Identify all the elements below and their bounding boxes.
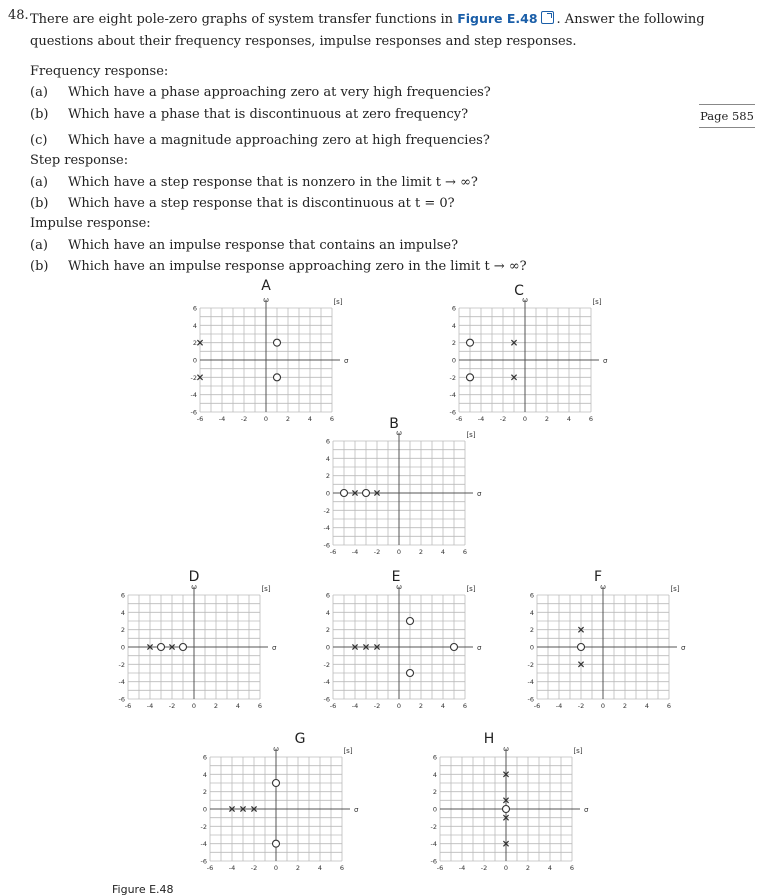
unit-label: [s] xyxy=(261,585,271,593)
x-tick-label: 4 xyxy=(307,415,313,423)
item-text: Which have an impulse response that contains an impulse? xyxy=(68,238,459,253)
x-tick-label: 6 xyxy=(666,702,672,710)
y-tick-label: 6 xyxy=(120,591,125,600)
y-tick-label: 4 xyxy=(202,770,207,779)
y-tick-label: -6 xyxy=(190,408,197,417)
zero-marker xyxy=(407,618,414,625)
zero-marker xyxy=(363,490,370,497)
plot-title-f: F xyxy=(593,569,603,585)
x-tick-label: 2 xyxy=(544,415,550,423)
y-tick-label: -4 xyxy=(118,678,125,687)
y-tick-label: 2 xyxy=(202,788,207,797)
section-heading: Step response: xyxy=(30,153,129,168)
y-tick-label: 4 xyxy=(325,454,330,463)
x-tick-label: 2 xyxy=(418,548,424,556)
y-tick-label: 2 xyxy=(529,626,534,635)
sigma-label: σ xyxy=(477,644,482,652)
x-tick-label: -2 xyxy=(577,702,585,710)
plot-title-h: H xyxy=(483,731,495,747)
y-tick-label: 4 xyxy=(120,608,125,617)
x-tick-label: 4 xyxy=(440,548,446,556)
y-tick-label: 4 xyxy=(192,321,197,330)
omega-label: ω xyxy=(396,583,402,591)
y-tick-label: -2 xyxy=(430,822,437,831)
y-tick-label: -6 xyxy=(200,857,207,866)
y-tick-label: 2 xyxy=(325,626,330,635)
y-tick-label: 2 xyxy=(325,472,330,481)
x-tick-label: -4 xyxy=(218,415,226,423)
sigma-label: σ xyxy=(681,644,686,652)
y-tick-label: 0 xyxy=(120,643,125,652)
x-tick-label: 6 xyxy=(462,548,468,556)
x-tick-label: 6 xyxy=(329,415,335,423)
y-tick-label: -4 xyxy=(323,678,330,687)
x-tick-label: 4 xyxy=(547,864,553,872)
x-tick-label: 0 xyxy=(503,864,509,872)
zero-marker xyxy=(180,644,187,651)
x-tick-label: -4 xyxy=(477,415,485,423)
item-label: (c) xyxy=(30,133,48,148)
x-tick-label: -6 xyxy=(329,702,337,710)
x-tick-label: -2 xyxy=(250,864,258,872)
x-tick-label: 0 xyxy=(396,702,402,710)
item-text: Which have a phase approaching zero at very high frequencies? xyxy=(68,85,491,100)
y-tick-label: 4 xyxy=(432,770,437,779)
y-tick-label: 2 xyxy=(451,339,456,348)
plot-title-c: C xyxy=(514,283,524,299)
y-tick-label: 0 xyxy=(451,356,456,365)
zero-marker xyxy=(158,644,165,651)
omega-label: ω xyxy=(263,296,269,304)
y-tick-label: -2 xyxy=(190,373,197,382)
y-tick-label: 6 xyxy=(192,304,197,313)
y-tick-label: 0 xyxy=(325,643,330,652)
x-tick-label: 0 xyxy=(522,415,528,423)
y-tick-label: -6 xyxy=(430,857,437,866)
item-label: (b) xyxy=(30,196,49,211)
unit-label: [s] xyxy=(592,298,602,306)
item-label: (b) xyxy=(30,107,49,122)
x-tick-label: -6 xyxy=(196,415,204,423)
plot-title-g: G xyxy=(294,731,306,747)
unit-label: [s] xyxy=(466,585,476,593)
item-text: Which have a magnitude approaching zero at high frequencies? xyxy=(68,133,490,148)
x-tick-label: 2 xyxy=(622,702,628,710)
item-label: (a) xyxy=(30,85,48,100)
y-tick-label: 4 xyxy=(325,608,330,617)
y-tick-label: 0 xyxy=(325,489,330,498)
pole-zero-plot xyxy=(324,429,482,556)
y-tick-label: -4 xyxy=(527,678,534,687)
y-tick-label: 6 xyxy=(451,304,456,313)
zero-marker xyxy=(451,644,458,651)
x-tick-label: -4 xyxy=(351,548,359,556)
omega-label: ω xyxy=(600,583,606,591)
sigma-label: σ xyxy=(344,357,349,365)
y-tick-label: -4 xyxy=(200,840,207,849)
y-tick-label: -6 xyxy=(118,695,125,704)
x-tick-label: 2 xyxy=(295,864,301,872)
unit-label: [s] xyxy=(466,431,476,439)
sigma-label: σ xyxy=(354,806,359,814)
y-tick-label: -2 xyxy=(200,822,207,831)
zero-marker xyxy=(407,670,414,677)
x-tick-label: -6 xyxy=(206,864,214,872)
intro-text-before: There are eight pole-zero graphs of system transfer functions in xyxy=(30,12,454,27)
omega-label: ω xyxy=(522,296,528,304)
plot-title-e: E xyxy=(391,569,401,585)
zero-marker xyxy=(274,339,281,346)
y-tick-label: 6 xyxy=(325,437,330,446)
x-tick-label: 4 xyxy=(566,415,572,423)
item-label: (a) xyxy=(30,238,48,253)
item-text: Which have a step response that is nonzero in the limit t → ∞? xyxy=(68,175,478,190)
intro-text-after: . Answer the following questions about their frequency responses, impulse responses and step responses. xyxy=(30,12,705,49)
pole-zero-plot xyxy=(450,296,608,423)
y-tick-label: 6 xyxy=(529,591,534,600)
zero-marker xyxy=(273,840,280,847)
x-tick-label: -4 xyxy=(555,702,563,710)
y-tick-label: -4 xyxy=(323,524,330,533)
y-tick-label: -4 xyxy=(190,391,197,400)
x-tick-label: -6 xyxy=(533,702,541,710)
x-tick-label: 4 xyxy=(235,702,241,710)
pole-zero-plot xyxy=(324,583,482,710)
pole-zero-plot xyxy=(191,296,349,423)
omega-label: ω xyxy=(273,745,279,753)
y-tick-label: 0 xyxy=(202,805,207,814)
y-tick-label: 2 xyxy=(432,788,437,797)
x-tick-label: 6 xyxy=(257,702,263,710)
zero-marker xyxy=(274,374,281,381)
x-tick-label: -2 xyxy=(168,702,176,710)
x-tick-label: -4 xyxy=(351,702,359,710)
y-tick-label: -6 xyxy=(449,408,456,417)
y-tick-label: -2 xyxy=(118,660,125,669)
sigma-label: σ xyxy=(272,644,277,652)
x-tick-label: 4 xyxy=(440,702,446,710)
y-tick-label: -6 xyxy=(323,541,330,550)
sigma-label: σ xyxy=(584,806,589,814)
plot-title-b: B xyxy=(389,416,399,432)
y-tick-label: -6 xyxy=(323,695,330,704)
x-tick-label: -6 xyxy=(329,548,337,556)
figure-caption: Figure E.48 xyxy=(112,883,174,896)
sigma-label: σ xyxy=(477,490,482,498)
pole-zero-plot xyxy=(201,745,359,872)
pole-zero-plot xyxy=(431,745,589,872)
y-tick-label: 6 xyxy=(325,591,330,600)
zero-marker xyxy=(341,490,348,497)
x-tick-label: -4 xyxy=(228,864,236,872)
omega-label: ω xyxy=(191,583,197,591)
omega-label: ω xyxy=(396,429,402,437)
x-tick-label: -2 xyxy=(373,548,381,556)
x-tick-label: 0 xyxy=(273,864,279,872)
unit-label: [s] xyxy=(333,298,343,306)
x-tick-label: 2 xyxy=(213,702,219,710)
y-tick-label: 4 xyxy=(529,608,534,617)
plot-title-a: A xyxy=(261,278,271,294)
y-tick-label: -6 xyxy=(527,695,534,704)
x-tick-label: -6 xyxy=(455,415,463,423)
zero-marker xyxy=(467,374,474,381)
y-tick-label: 0 xyxy=(192,356,197,365)
y-tick-label: -2 xyxy=(527,660,534,669)
pole-zero-plot xyxy=(119,583,277,710)
y-tick-label: 2 xyxy=(120,626,125,635)
y-tick-label: 4 xyxy=(451,321,456,330)
section-heading: Frequency response: xyxy=(30,64,169,79)
y-tick-label: -2 xyxy=(449,373,456,382)
pole-zero-plot xyxy=(528,583,686,710)
y-tick-label: -2 xyxy=(323,660,330,669)
item-text: Which have an impulse response approaching zero in the limit t → ∞? xyxy=(68,259,527,274)
y-tick-label: 6 xyxy=(432,753,437,762)
x-tick-label: 0 xyxy=(600,702,606,710)
x-tick-label: 0 xyxy=(396,548,402,556)
zero-marker xyxy=(578,644,585,651)
y-tick-label: -4 xyxy=(449,391,456,400)
x-tick-label: -6 xyxy=(436,864,444,872)
question-number: 48. xyxy=(8,8,29,23)
y-tick-label: 2 xyxy=(192,339,197,348)
plot-title-d: D xyxy=(188,569,200,585)
x-tick-label: -2 xyxy=(499,415,507,423)
x-tick-label: -2 xyxy=(240,415,248,423)
zero-marker xyxy=(273,780,280,787)
y-tick-label: -2 xyxy=(323,506,330,515)
x-tick-label: 2 xyxy=(285,415,291,423)
x-tick-label: 0 xyxy=(191,702,197,710)
y-tick-label: -4 xyxy=(430,840,437,849)
item-text: Which have a step response that is discontinuous at t = 0? xyxy=(68,196,455,211)
y-tick-label: 0 xyxy=(432,805,437,814)
x-tick-label: 0 xyxy=(263,415,269,423)
x-tick-label: 2 xyxy=(525,864,531,872)
item-text: Which have a phase that is discontinuous at zero frequency? xyxy=(68,107,469,122)
x-tick-label: -4 xyxy=(458,864,466,872)
y-tick-label: 6 xyxy=(202,753,207,762)
y-tick-label: 0 xyxy=(529,643,534,652)
zero-marker xyxy=(503,806,510,813)
item-label: (a) xyxy=(30,175,48,190)
page-number-label: Page 585 xyxy=(699,104,755,128)
zero-marker xyxy=(467,339,474,346)
sigma-label: σ xyxy=(603,357,608,365)
x-tick-label: 6 xyxy=(588,415,594,423)
x-tick-label: -2 xyxy=(373,702,381,710)
item-label: (b) xyxy=(30,259,49,274)
unit-label: [s] xyxy=(670,585,680,593)
unit-label: [s] xyxy=(343,747,353,755)
figure-link[interactable]: Figure E.48 xyxy=(457,11,538,26)
omega-label: ω xyxy=(503,745,509,753)
x-tick-label: 4 xyxy=(644,702,650,710)
x-tick-label: -4 xyxy=(146,702,154,710)
x-tick-label: -6 xyxy=(124,702,132,710)
x-tick-label: 4 xyxy=(317,864,323,872)
section-heading: Impulse response: xyxy=(30,216,151,231)
x-tick-label: 2 xyxy=(418,702,424,710)
unit-label: [s] xyxy=(573,747,583,755)
x-tick-label: 6 xyxy=(339,864,345,872)
x-tick-label: 6 xyxy=(569,864,575,872)
x-tick-label: -2 xyxy=(480,864,488,872)
x-tick-label: 6 xyxy=(462,702,468,710)
